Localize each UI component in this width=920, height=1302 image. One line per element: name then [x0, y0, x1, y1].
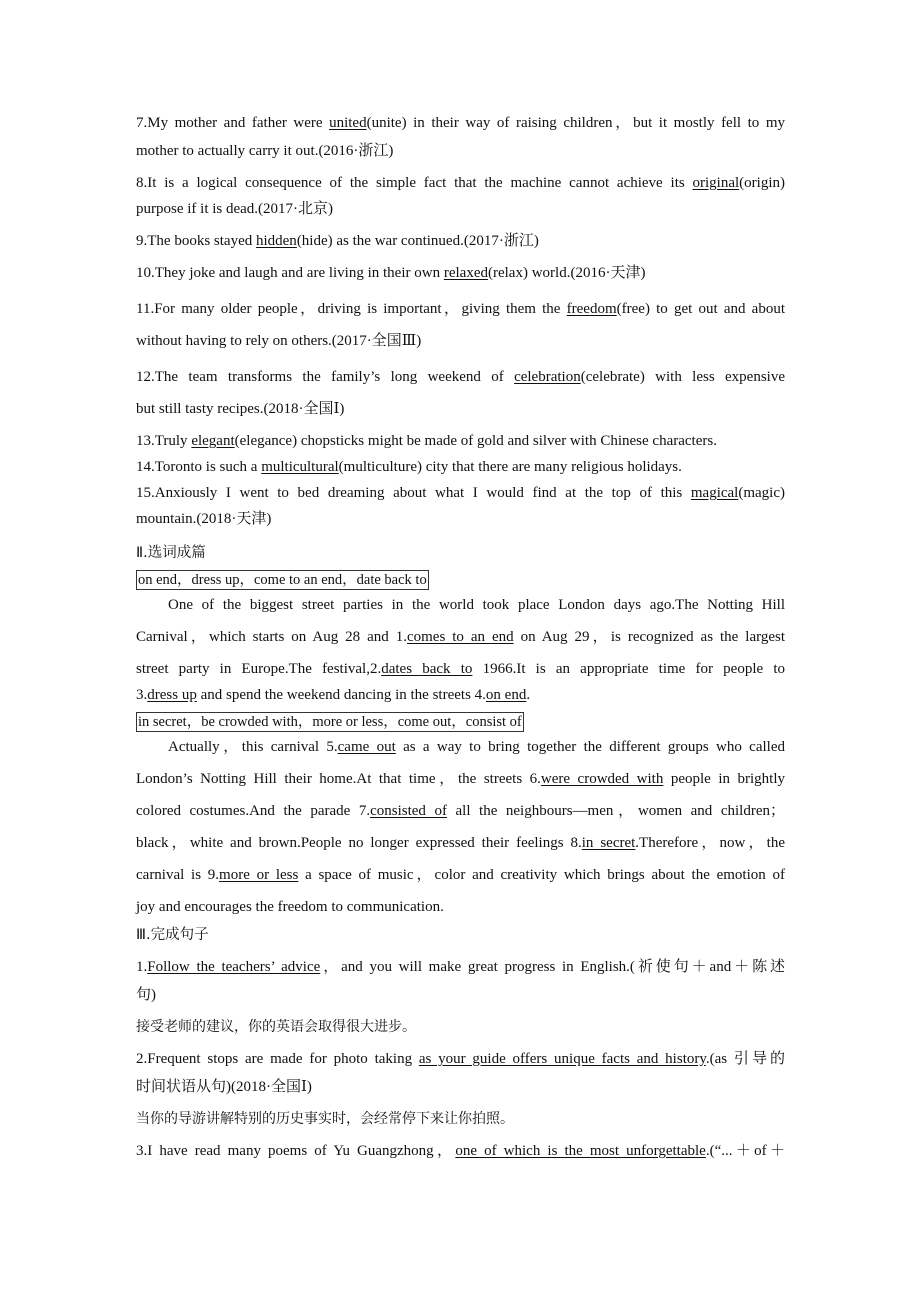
s1-text-b: ，and you will make great progress in English.(祈使句＋and＋陈述 — [320, 959, 785, 975]
s2-text: 2.Frequent stops are made for photo taking — [136, 1051, 419, 1067]
passage1-text: One of the biggest street parties in the world took place London days ago.The Notting Hill — [168, 597, 785, 613]
passage1-line1 — [136, 592, 785, 618]
passage1-text: 1966.It is an appropriate time for people to — [472, 661, 785, 677]
q11-text-c: without having to rely on others.(2017·全国Ⅲ) — [136, 333, 422, 349]
q14-text-b: (multiculture) city that there are many religious holidays. — [338, 459, 682, 475]
blank-answer-2: dates back to — [381, 661, 473, 677]
q8-line1 — [136, 170, 785, 196]
passage2-text: all the neighbours—men，women and children； — [446, 803, 785, 819]
passage1-text: and spend the weekend dancing in the streets 4. — [196, 687, 486, 703]
q9-answer: hidden — [255, 233, 297, 249]
q9-line — [136, 228, 785, 254]
passage2-text: a space of music，color and creativity which brings about the emotion of — [298, 867, 785, 883]
passage2-line5 — [136, 862, 785, 888]
passage2-text: as a way to bring together the different groups who called — [395, 739, 785, 755]
s2-text-c: 时间状语从句)(2018·全国Ⅰ) — [136, 1079, 312, 1095]
q11-text: 11.For many older people，driving is important，giving them the — [136, 301, 567, 317]
passage2-text: .Therefore，now，the — [635, 835, 785, 851]
q12-text: 12.The team transforms the family’s long weekend of — [136, 369, 515, 385]
passage2-line4 — [136, 830, 785, 856]
q8-text: 8.It is a logical consequence of the simple fact that the machine cannot achieve its — [136, 175, 693, 191]
q7-text: 7.My mother and father were — [136, 115, 330, 131]
passage1-text: 3. — [136, 687, 148, 703]
q13-line — [136, 428, 785, 454]
passage1-text: on Aug 29，is recognized as the largest — [513, 629, 785, 645]
passage1-line4 — [136, 682, 785, 708]
s3-answer: one of which is the most unforgettable — [455, 1143, 706, 1159]
q13-answer: elegant — [191, 433, 235, 449]
q11-line2 — [136, 328, 785, 354]
passage1-line2 — [136, 624, 785, 650]
q12-text-b: (celebrate) with less expensive — [580, 369, 786, 385]
q14-answer: multicultural — [261, 459, 339, 475]
passage2-text: black，white and brown.People no longer expressed their feelings 8. — [136, 835, 582, 851]
passage2-line1 — [136, 734, 785, 760]
q10-line — [136, 260, 785, 286]
q11-line1 — [136, 296, 785, 322]
section-heading-2: Ⅱ.选词成篇 — [136, 545, 206, 561]
blank-answer-4: on end — [485, 687, 527, 703]
blank-answer-9: more or less — [219, 867, 299, 883]
q12-text-c: but still tasty recipes.(2018·全国Ⅰ) — [136, 401, 345, 417]
q13-text-b: (elegance) chopsticks might be made of gold and silver with Chinese characters. — [234, 433, 717, 449]
passage2-text: London’s Notting Hill their home.At that time，the streets 6. — [136, 771, 541, 787]
q12-line1 — [136, 364, 785, 390]
q8-answer: original — [692, 175, 740, 191]
passage2-text: joy and encourages the freedom to communication. — [136, 899, 444, 915]
blank-answer-1: comes to an end — [406, 629, 514, 645]
passage2-text: colored costumes.And the parade 7. — [136, 803, 371, 819]
s1-line2 — [136, 982, 785, 1008]
passage1-text: Carnival，which starts on Aug 28 and 1. — [136, 629, 407, 645]
q9-text: 9.The books stayed — [136, 233, 256, 249]
q15-text-b: (magic) — [738, 485, 785, 501]
s1-line1 — [136, 954, 785, 980]
q15-text: 15.Anxiously I went to bed dreaming about what I would find at the top of this — [136, 485, 691, 501]
s3-text-b: .(“...＋of＋ — [705, 1143, 785, 1159]
word-box-1: on end，dress up，come to an end，date back to — [138, 572, 427, 588]
q7-line2 — [136, 138, 785, 164]
blank-answer-3: dress up — [147, 687, 197, 703]
q10-text-b: (relax) world.(2016·天津) — [487, 265, 646, 281]
s1-text: 1. — [136, 959, 148, 975]
s2-line1 — [136, 1046, 785, 1072]
q10-text: 10.They joke and laugh and are living in their own — [136, 265, 444, 281]
s2-line2 — [136, 1074, 785, 1100]
q9-text-b: (hide) as the war continued.(2017·浙江) — [296, 233, 539, 249]
s2-answer: as your guide offers unique facts and history — [418, 1051, 706, 1067]
section-heading-3: Ⅲ.完成句子 — [136, 927, 209, 943]
passage2-line6 — [136, 894, 785, 920]
passage2-line2 — [136, 766, 785, 792]
q7-answer: united — [329, 115, 367, 131]
q7-text-c: mother to actually carry it out.(2016·浙江) — [136, 143, 394, 159]
passage2-text: Actually，this carnival 5. — [168, 739, 338, 755]
q12-line2 — [136, 396, 785, 422]
q12-answer: celebration — [514, 369, 581, 385]
worksheet-content — [136, 110, 785, 1164]
passage2-text: people in brightly — [663, 771, 785, 787]
q15-text-c: mountain.(2018·天津) — [136, 511, 272, 527]
passage1-line3 — [136, 656, 785, 682]
s3-line1 — [136, 1138, 785, 1164]
q7-line1 — [136, 110, 785, 136]
q14-text: 14.Toronto is such a — [136, 459, 262, 475]
q14-line — [136, 454, 785, 480]
s2-translation: 当你的导游讲解特别的历史事实时，会经常停下来让你拍照。 — [136, 1111, 514, 1127]
passage2-line3 — [136, 798, 785, 824]
s1-text-c: 句) — [136, 987, 156, 1003]
passage1-text: . — [526, 687, 531, 703]
q15-line2 — [136, 506, 785, 532]
blank-answer-6: were crowded with — [540, 771, 664, 787]
q8-line2 — [136, 196, 785, 222]
s1-translation: 接受老师的建议，你的英语会取得很大进步。 — [136, 1019, 416, 1035]
blank-answer-7: consisted of — [370, 803, 447, 819]
q15-line1 — [136, 480, 785, 506]
s1-answer: Follow the teachers’ advice — [147, 959, 321, 975]
q7-text-b: (unite) in their way of raising children，but it mostly fell to my — [366, 115, 785, 131]
q8-text-c: purpose if it is dead.(2017·北京) — [136, 201, 334, 217]
q11-text-b: (free) to get out and about — [616, 301, 785, 317]
s3-text: 3.I have read many poems of Yu Guangzhong， — [136, 1143, 456, 1159]
word-box-2: in secret，be crowded with，more or less，come out，consist of — [138, 714, 522, 730]
q11-answer: freedom — [566, 301, 617, 317]
passage2-text: carnival is 9. — [136, 867, 220, 883]
q10-answer: relaxed — [443, 265, 488, 281]
q8-text-b: (origin) — [739, 175, 785, 191]
s2-text-b: .(as 引导的 — [705, 1051, 785, 1067]
blank-answer-5: came out — [337, 739, 396, 755]
blank-answer-8: in secret — [581, 835, 636, 851]
q15-answer: magical — [690, 485, 739, 501]
passage1-text: street party in Europe.The festival,2. — [136, 661, 382, 677]
q13-text: 13.Truly — [136, 433, 192, 449]
